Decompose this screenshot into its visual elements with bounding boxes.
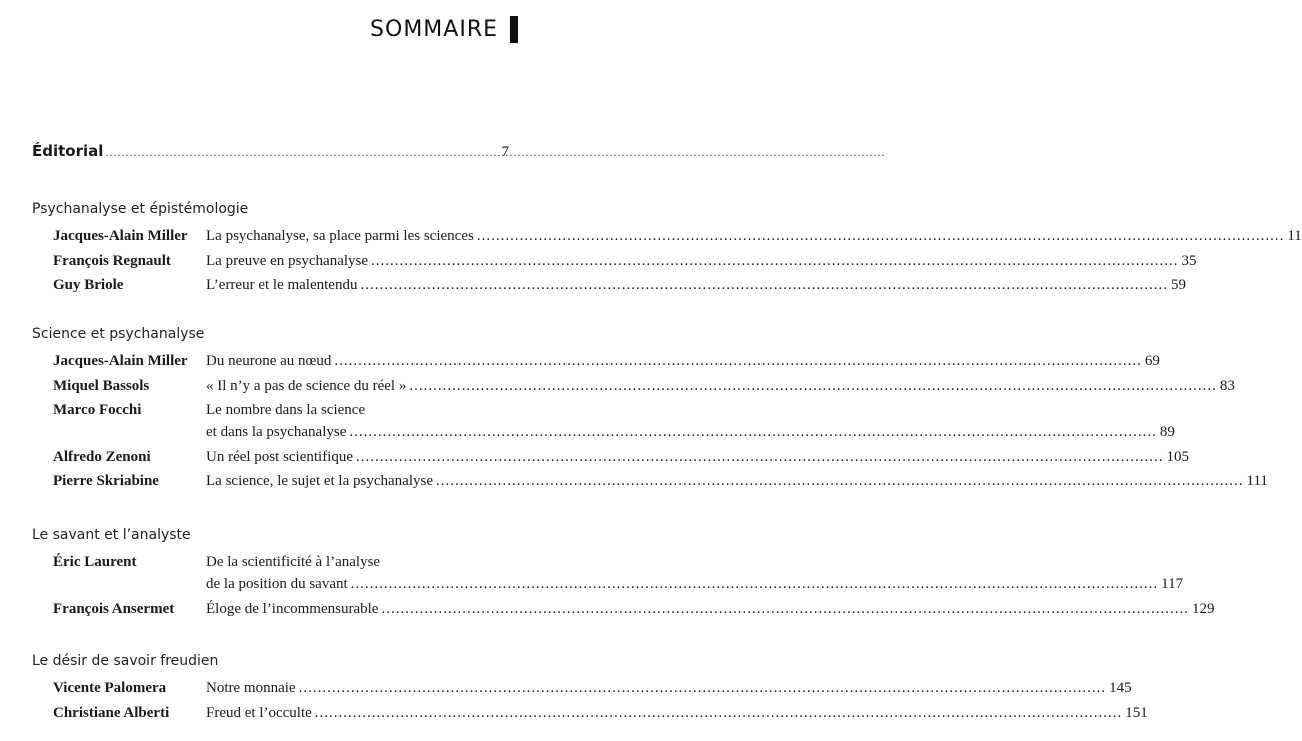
page-title: SOMMAIRE: [370, 17, 498, 42]
entry-page-number: 59: [1170, 277, 1186, 293]
toc-entry[interactable]: [32, 274, 1186, 296]
dot-leader: [477, 225, 1285, 247]
entry-page-number: 105: [1166, 448, 1190, 465]
entry-title: de la position du savant: [206, 576, 348, 592]
entry-article: [206, 225, 1302, 247]
entry-article: [206, 551, 1183, 595]
entry-title: Du neurone au nœud: [206, 353, 332, 369]
toc-entry[interactable]: [32, 598, 1215, 620]
entry-title-line: [206, 598, 1214, 620]
section-title: Psychanalyse et épistémologie: [32, 201, 249, 217]
entry-author: Miquel Bassols: [53, 377, 150, 394]
dot-leader: [381, 598, 1189, 620]
dot-leader: [436, 470, 1244, 492]
entry-author: François Regnault: [53, 252, 171, 269]
entry-author: Alfredo Zenoni: [53, 448, 151, 465]
entry-author: Marco Focchi: [53, 402, 142, 418]
page-header: [370, 16, 518, 43]
entry-title-line: [206, 274, 1186, 296]
entry-article: [206, 470, 1268, 492]
dot-leader: [334, 350, 1142, 372]
entry-article: [206, 446, 1189, 468]
entry-title: Le nombre dans la science: [206, 402, 366, 418]
toc-entry[interactable]: [32, 399, 1175, 443]
dot-leader: [409, 375, 1217, 397]
entry-article: [206, 250, 1197, 272]
header-bar-decoration: [510, 16, 518, 43]
section-title: Le désir de savoir freudien: [32, 653, 219, 669]
entry-title-line: [206, 702, 1148, 724]
entry-author: Vicente Palomera: [53, 680, 167, 696]
entry-title-line: [206, 446, 1189, 468]
entry-author: Jacques-Alain Miller: [53, 353, 188, 369]
entry-page-number: 35: [1181, 252, 1197, 269]
entry-title-line: [206, 225, 1302, 247]
toc-entry[interactable]: [32, 551, 1184, 595]
entry-page-number: 111: [1246, 473, 1268, 489]
entry-title-line: [206, 350, 1160, 372]
entry-author: Guy Briole: [53, 277, 124, 293]
entry-title-line: [206, 250, 1197, 272]
entry-page-number: 83: [1219, 377, 1235, 394]
entry-article: [206, 598, 1214, 620]
entry-title: De la scientificité à l’analyse: [206, 554, 381, 570]
entry-title: Notre monnaie: [206, 680, 296, 696]
dot-leader: [315, 702, 1123, 724]
entry-title-line: [206, 375, 1235, 397]
toc-entry[interactable]: [32, 677, 1132, 699]
entry-title-line: [206, 421, 1175, 443]
entry-title: Freud et l’occulte: [206, 704, 312, 721]
entry-page-number: 69: [1144, 353, 1160, 369]
toc-entry[interactable]: [32, 350, 1160, 372]
entry-page-number: 117: [1161, 576, 1184, 592]
entry-title-line: [206, 551, 1183, 573]
entry-title: et dans la psychanalyse: [206, 424, 347, 440]
entry-title: La psychanalyse, sa place parmi les sciences: [206, 228, 474, 244]
entry-title: « Il n’y a pas de science du réel »: [206, 377, 407, 394]
dot-leader: [349, 421, 1157, 443]
entry-page-number: 11: [1287, 228, 1302, 244]
entry-author: Pierre Skriabine: [53, 473, 159, 489]
entry-title-line: [206, 470, 1268, 492]
entry-title: L’erreur et le malentendu: [206, 277, 358, 293]
toc-entry[interactable]: [32, 470, 1268, 492]
entry-article: [206, 274, 1186, 296]
dot-leader: [299, 677, 1107, 699]
dot-leader: [371, 250, 1179, 272]
toc-section: [32, 650, 1148, 726]
editorial-page-number: 7: [501, 144, 509, 160]
entry-title: La science, le sujet et la psychanalyse: [206, 473, 433, 489]
section-title: Le savant et l’analyste: [32, 527, 191, 543]
entry-page-number: 89: [1159, 424, 1175, 440]
toc-entry[interactable]: [32, 250, 1197, 272]
entry-title-line: [206, 399, 1175, 421]
entry-author: François Ansermet: [53, 600, 175, 617]
toc-entry[interactable]: [32, 375, 1235, 397]
entry-title-line: [206, 573, 1183, 595]
entry-title: Un réel post scientifique: [206, 448, 354, 465]
toc-entry[interactable]: [32, 225, 1302, 247]
entry-author: Éric Laurent: [53, 554, 137, 570]
toc-entry[interactable]: [32, 702, 1148, 724]
entry-page-number: 151: [1125, 704, 1148, 721]
section-title: Science et psychanalyse: [32, 326, 205, 342]
entry-page-number: 145: [1109, 680, 1132, 696]
entry-title: Éloge de l’incommensurable: [206, 600, 379, 617]
toc-section: [32, 323, 1268, 495]
toc-section: [32, 198, 1302, 299]
dot-leader: [356, 446, 1164, 468]
dot-leader: [105, 145, 499, 160]
entry-author: Jacques-Alain Miller: [53, 228, 188, 244]
entry-article: [206, 399, 1175, 443]
entry-article: [206, 702, 1148, 724]
dot-leader: [360, 274, 1168, 296]
entry-page-number: 129: [1191, 600, 1215, 617]
dot-leader: [351, 573, 1159, 595]
editorial-label: Éditorial: [32, 142, 104, 160]
entry-title: La preuve en psychanalyse: [206, 252, 369, 269]
entry-article: [206, 375, 1235, 397]
entry-article: [206, 350, 1160, 372]
editorial-entry[interactable]: [32, 142, 509, 161]
entry-article: [206, 677, 1132, 699]
toc-entry[interactable]: [32, 446, 1190, 468]
toc-section: [32, 524, 1215, 622]
entry-title-line: [206, 677, 1132, 699]
entry-author: Christiane Alberti: [53, 704, 170, 721]
